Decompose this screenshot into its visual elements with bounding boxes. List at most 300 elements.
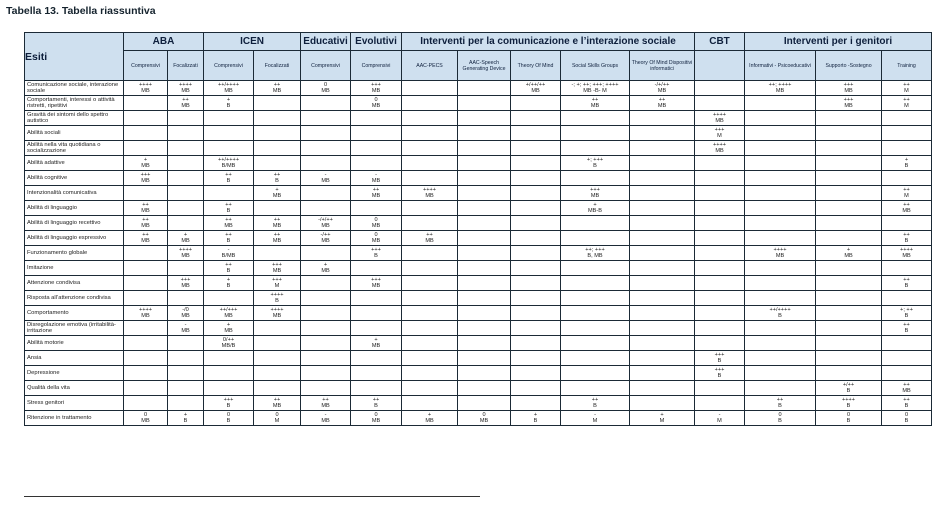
row-label: Funzionamento globale — [25, 246, 124, 261]
table-cell — [168, 336, 204, 351]
table-cell — [511, 291, 561, 306]
group-header-row — [25, 33, 932, 51]
table-cell — [816, 186, 882, 201]
table-cell: 0 MB — [124, 411, 168, 426]
table-cell — [745, 201, 816, 216]
row-label: Comunicazione sociale, interazione sociale — [25, 81, 124, 96]
table-cell: +/++/++ MB — [511, 81, 561, 96]
table-cell — [695, 306, 745, 321]
table-cell: + B — [882, 156, 932, 171]
table-cell: +++ MB — [351, 276, 402, 291]
table-cell — [816, 141, 882, 156]
table-cell — [561, 141, 630, 156]
table-cell — [351, 141, 402, 156]
table-cell — [630, 216, 695, 231]
table-cell: ++++ B — [816, 396, 882, 411]
sub-header — [695, 51, 745, 81]
sub-header: Comprensivi — [351, 51, 402, 81]
row-label: Abilità di linguaggio — [25, 201, 124, 216]
table-cell — [124, 381, 168, 396]
table-cell — [882, 261, 932, 276]
table-cell — [695, 336, 745, 351]
table-cell — [402, 216, 458, 231]
table-cell: + MB — [204, 321, 254, 336]
row-label: Comportamenti, interessi o attività ristretti, ripetitivi — [25, 96, 124, 111]
table-cell — [402, 306, 458, 321]
table-cell: ++ MB — [168, 96, 204, 111]
table-cell — [511, 321, 561, 336]
table-cell — [402, 351, 458, 366]
table-cell: ++++ MB — [745, 246, 816, 261]
table-cell — [511, 186, 561, 201]
table-cell — [124, 96, 168, 111]
table-cell — [695, 381, 745, 396]
table-cell: +; +++ B — [561, 156, 630, 171]
table-cell — [882, 111, 932, 126]
group-header: CBT — [695, 33, 745, 51]
table-cell — [816, 306, 882, 321]
table-cell: - M — [695, 411, 745, 426]
table-cell: +++ MB — [254, 261, 301, 276]
table-cell — [254, 96, 301, 111]
table-cell — [458, 261, 511, 276]
table-cell: ++ MB — [882, 201, 932, 216]
table-cell — [695, 96, 745, 111]
table-cell: + M — [630, 411, 695, 426]
table-row — [25, 111, 932, 126]
table-cell: +++ B — [351, 246, 402, 261]
table-cell — [511, 306, 561, 321]
table-cell — [561, 321, 630, 336]
table-cell — [458, 246, 511, 261]
table-cell: +++ MB — [351, 81, 402, 96]
table-cell — [630, 201, 695, 216]
table-cell — [254, 201, 301, 216]
table-cell — [511, 156, 561, 171]
table-cell — [816, 366, 882, 381]
table-cell — [511, 96, 561, 111]
table-cell — [695, 201, 745, 216]
sub-header: Theory Of Mind Dispositivi informatici — [630, 51, 695, 81]
table-cell — [745, 96, 816, 111]
table-cell: ++++ MB — [124, 81, 168, 96]
table-cell: ++ B — [204, 261, 254, 276]
table-cell: + MB — [254, 186, 301, 201]
row-label: Risposta all’attenzione condivisa — [25, 291, 124, 306]
table-cell — [630, 171, 695, 186]
table-cell: 0/++ MB/B — [204, 336, 254, 351]
table-row — [25, 396, 932, 411]
table-cell — [351, 291, 402, 306]
sub-header: Social Skills Groups — [561, 51, 630, 81]
table-cell: + B — [204, 96, 254, 111]
table-cell — [630, 126, 695, 141]
table-cell — [745, 321, 816, 336]
table-cell — [254, 381, 301, 396]
table-cell — [630, 396, 695, 411]
table-cell: ++++ MB — [695, 111, 745, 126]
row-label: Attenzione condivisa — [25, 276, 124, 291]
table-cell: ++ MB — [630, 96, 695, 111]
table-row — [25, 201, 932, 216]
table-cell — [124, 291, 168, 306]
table-cell — [168, 111, 204, 126]
table-cell — [254, 126, 301, 141]
table-cell — [816, 351, 882, 366]
table-cell — [254, 366, 301, 381]
table-cell: - MB — [351, 171, 402, 186]
table-cell: + B — [511, 411, 561, 426]
table-cell: ++ MB — [254, 396, 301, 411]
row-label: Depressione — [25, 366, 124, 381]
table-cell: -/+/++ MB — [301, 216, 351, 231]
table-cell — [301, 96, 351, 111]
table-cell — [124, 126, 168, 141]
table-cell: ++ MB — [254, 231, 301, 246]
table-cell — [695, 156, 745, 171]
table-cell — [511, 126, 561, 141]
table-cell — [511, 216, 561, 231]
table-cell: ++ MB — [254, 216, 301, 231]
table-cell: +; ++ B — [882, 306, 932, 321]
row-label: Abilità cognitive — [25, 171, 124, 186]
table-cell — [458, 381, 511, 396]
table-cell: 0 B — [816, 411, 882, 426]
table-cell — [124, 276, 168, 291]
table-cell — [745, 156, 816, 171]
table-cell — [124, 111, 168, 126]
table-cell: 0 MB — [351, 231, 402, 246]
table-cell — [458, 156, 511, 171]
table-cell: 0 B — [882, 411, 932, 426]
table-cell — [301, 186, 351, 201]
table-cell — [458, 306, 511, 321]
table-cell — [695, 171, 745, 186]
table-cell: ++++ MB — [695, 141, 745, 156]
table-cell — [204, 366, 254, 381]
summary-table — [24, 32, 932, 426]
table-cell: ++/++++ MB — [204, 81, 254, 96]
table-cell — [168, 366, 204, 381]
group-header: Interventi per la comunicazione e l’interazione sociale — [402, 33, 695, 51]
table-cell — [168, 186, 204, 201]
sub-header-row — [25, 51, 932, 81]
sub-header: Supporto -Sostegno — [816, 51, 882, 81]
table-cell — [695, 81, 745, 96]
table-cell — [351, 201, 402, 216]
table-cell: ++ M — [882, 81, 932, 96]
table-cell — [168, 351, 204, 366]
table-cell — [458, 201, 511, 216]
table-cell — [882, 336, 932, 351]
table-row — [25, 336, 932, 351]
table-cell — [402, 246, 458, 261]
table-cell — [402, 171, 458, 186]
table-cell: 0 MB — [458, 411, 511, 426]
table-row — [25, 261, 932, 276]
table-cell — [458, 96, 511, 111]
table-cell — [561, 366, 630, 381]
table-cell: ++ B — [882, 231, 932, 246]
table-cell: ++ MB — [204, 216, 254, 231]
table-cell — [402, 156, 458, 171]
table-cell: ++ MB — [351, 186, 402, 201]
table-cell — [882, 171, 932, 186]
table-cell — [351, 306, 402, 321]
table-cell — [301, 201, 351, 216]
table-cell — [351, 111, 402, 126]
table-cell — [561, 261, 630, 276]
table-cell: ++ B — [204, 231, 254, 246]
table-cell: -/++ MB — [301, 231, 351, 246]
table-cell: + MB-B — [561, 201, 630, 216]
table-cell — [458, 111, 511, 126]
table-cell — [630, 276, 695, 291]
table-row — [25, 186, 932, 201]
table-cell — [204, 141, 254, 156]
table-cell: ++ MB — [882, 381, 932, 396]
table-cell — [168, 171, 204, 186]
table-cell: ++ B — [254, 171, 301, 186]
table-cell — [402, 276, 458, 291]
table-cell: +/++ B — [816, 381, 882, 396]
table-cell — [458, 366, 511, 381]
table-cell — [124, 186, 168, 201]
table-cell: ++ B — [561, 396, 630, 411]
row-label: Disregolazione emotiva (irritabilità- irritazione — [25, 321, 124, 336]
table-title: Tabella 13. Tabella riassuntiva — [6, 5, 156, 17]
table-body — [25, 81, 932, 426]
table-cell — [630, 231, 695, 246]
table-cell — [630, 246, 695, 261]
table-cell — [168, 381, 204, 396]
table-row — [25, 291, 932, 306]
row-label: Intenzionalità comunicativa — [25, 186, 124, 201]
table-cell — [561, 111, 630, 126]
table-cell — [630, 321, 695, 336]
table-cell — [124, 366, 168, 381]
table-cell — [695, 261, 745, 276]
table-row — [25, 321, 932, 336]
table-cell: + MB — [301, 261, 351, 276]
table-cell: ++ MB — [561, 96, 630, 111]
table-cell — [402, 96, 458, 111]
table-cell — [254, 111, 301, 126]
table-cell: ++++ MB — [882, 246, 932, 261]
table-cell — [511, 276, 561, 291]
table-cell — [458, 216, 511, 231]
table-cell — [204, 351, 254, 366]
table-cell — [816, 216, 882, 231]
table-cell — [561, 381, 630, 396]
table-cell — [695, 276, 745, 291]
table-cell — [351, 126, 402, 141]
table-cell: -; +; ++; +++; ++++ MB -B- M — [561, 81, 630, 96]
table-cell — [745, 276, 816, 291]
sub-header: AAC-PECS — [402, 51, 458, 81]
table-cell — [630, 261, 695, 276]
table-row — [25, 381, 932, 396]
table-cell: + MB — [816, 246, 882, 261]
table-cell — [745, 336, 816, 351]
table-cell: 0 B — [745, 411, 816, 426]
table-cell — [882, 351, 932, 366]
table-cell — [745, 126, 816, 141]
row-label: Ritenzione in trattamento — [25, 411, 124, 426]
table-cell: 0 MB — [301, 81, 351, 96]
table-cell: +++ B — [695, 351, 745, 366]
table-cell — [168, 156, 204, 171]
table-cell — [254, 336, 301, 351]
table-cell — [204, 126, 254, 141]
table-cell: +++ MB — [816, 81, 882, 96]
table-cell — [745, 141, 816, 156]
table-cell — [511, 201, 561, 216]
table-cell — [301, 156, 351, 171]
table-cell — [561, 291, 630, 306]
table-cell: +++ B — [695, 366, 745, 381]
table-cell — [882, 126, 932, 141]
group-header: Educativi — [301, 33, 351, 51]
row-label: Abilità di linguaggio recettivo — [25, 216, 124, 231]
table-cell — [254, 141, 301, 156]
table-row — [25, 96, 932, 111]
group-header: ABA — [124, 33, 204, 51]
table-cell — [402, 111, 458, 126]
table-row — [25, 351, 932, 366]
table-cell: ++ M — [882, 186, 932, 201]
table-cell — [561, 216, 630, 231]
table-cell — [458, 126, 511, 141]
table-cell — [204, 186, 254, 201]
table-cell: ++ B — [351, 396, 402, 411]
table-cell — [561, 306, 630, 321]
table-cell — [630, 156, 695, 171]
table-cell — [816, 126, 882, 141]
table-cell: ++ B — [882, 396, 932, 411]
table-cell: ++++ MB — [168, 246, 204, 261]
table-cell — [561, 351, 630, 366]
table-cell: + B — [204, 276, 254, 291]
table-cell — [458, 336, 511, 351]
table-cell: ++ MB — [124, 201, 168, 216]
table-cell: + MB — [351, 336, 402, 351]
table-cell: + MB — [402, 411, 458, 426]
table-cell — [458, 321, 511, 336]
table-cell — [301, 291, 351, 306]
table-cell — [816, 321, 882, 336]
group-header: Interventi per i genitori — [745, 33, 932, 51]
table-cell: ++ MB — [124, 231, 168, 246]
table-cell — [745, 381, 816, 396]
footnote-rule — [24, 496, 480, 497]
table-cell: ++++ MB — [254, 306, 301, 321]
table-cell: ++; ++++ MB — [745, 81, 816, 96]
table-cell: ++ B — [204, 171, 254, 186]
table-cell — [745, 171, 816, 186]
sub-header: Training — [882, 51, 932, 81]
table-cell: ++/++++ B/MB — [204, 156, 254, 171]
table-cell: ++ MB — [402, 231, 458, 246]
table-cell: +++ MB — [561, 186, 630, 201]
table-cell — [511, 351, 561, 366]
table-cell — [402, 141, 458, 156]
table-cell — [816, 111, 882, 126]
table-row — [25, 366, 932, 381]
table-cell — [402, 261, 458, 276]
table-cell: +++ MB — [168, 276, 204, 291]
table-cell — [695, 396, 745, 411]
table-cell — [124, 261, 168, 276]
table-row — [25, 231, 932, 246]
table-cell: ++ B — [204, 201, 254, 216]
table-cell — [351, 366, 402, 381]
table-cell: 0 MB — [351, 411, 402, 426]
sub-header: Informativi - Psicoeducativi — [745, 51, 816, 81]
table-cell — [745, 351, 816, 366]
table-cell: ++ B — [745, 396, 816, 411]
table-cell: - MB — [301, 171, 351, 186]
table-cell — [168, 201, 204, 216]
group-header: ICEN — [204, 33, 301, 51]
table-cell — [458, 141, 511, 156]
table-cell — [402, 81, 458, 96]
table-cell — [168, 141, 204, 156]
table-cell — [745, 231, 816, 246]
table-cell — [351, 381, 402, 396]
table-cell: - M — [561, 411, 630, 426]
row-label: Abilità di linguaggio espressivo — [25, 231, 124, 246]
table-cell — [351, 321, 402, 336]
table-cell — [630, 336, 695, 351]
table-row — [25, 126, 932, 141]
table-cell — [168, 216, 204, 231]
table-cell — [511, 171, 561, 186]
row-label: Imitazione — [25, 261, 124, 276]
table-cell — [745, 186, 816, 201]
table-cell — [402, 366, 458, 381]
row-label: Stress genitori — [25, 396, 124, 411]
table-cell — [402, 126, 458, 141]
sub-header: Comprensivi — [301, 51, 351, 81]
table-cell — [351, 351, 402, 366]
table-cell — [254, 246, 301, 261]
row-label: Abilità adattive — [25, 156, 124, 171]
table-cell: -/+/++ MB — [630, 81, 695, 96]
table-cell: ++/+++ MB — [204, 306, 254, 321]
table-cell: - B/MB — [204, 246, 254, 261]
table-cell — [458, 186, 511, 201]
table-cell — [204, 381, 254, 396]
table-cell — [511, 231, 561, 246]
table-cell — [124, 141, 168, 156]
table-cell: - MB — [301, 411, 351, 426]
table-cell — [745, 261, 816, 276]
table-row — [25, 276, 932, 291]
table-cell — [351, 156, 402, 171]
table-cell — [882, 291, 932, 306]
table-cell — [511, 336, 561, 351]
table-cell — [816, 291, 882, 306]
table-cell: 0 M — [254, 411, 301, 426]
sub-header: Comprensivi — [204, 51, 254, 81]
row-label: Comportamento — [25, 306, 124, 321]
table-cell: ++++ MB — [402, 186, 458, 201]
table-cell — [882, 366, 932, 381]
sub-header: Theory Of Mind — [511, 51, 561, 81]
table-cell — [882, 141, 932, 156]
table-row — [25, 411, 932, 426]
